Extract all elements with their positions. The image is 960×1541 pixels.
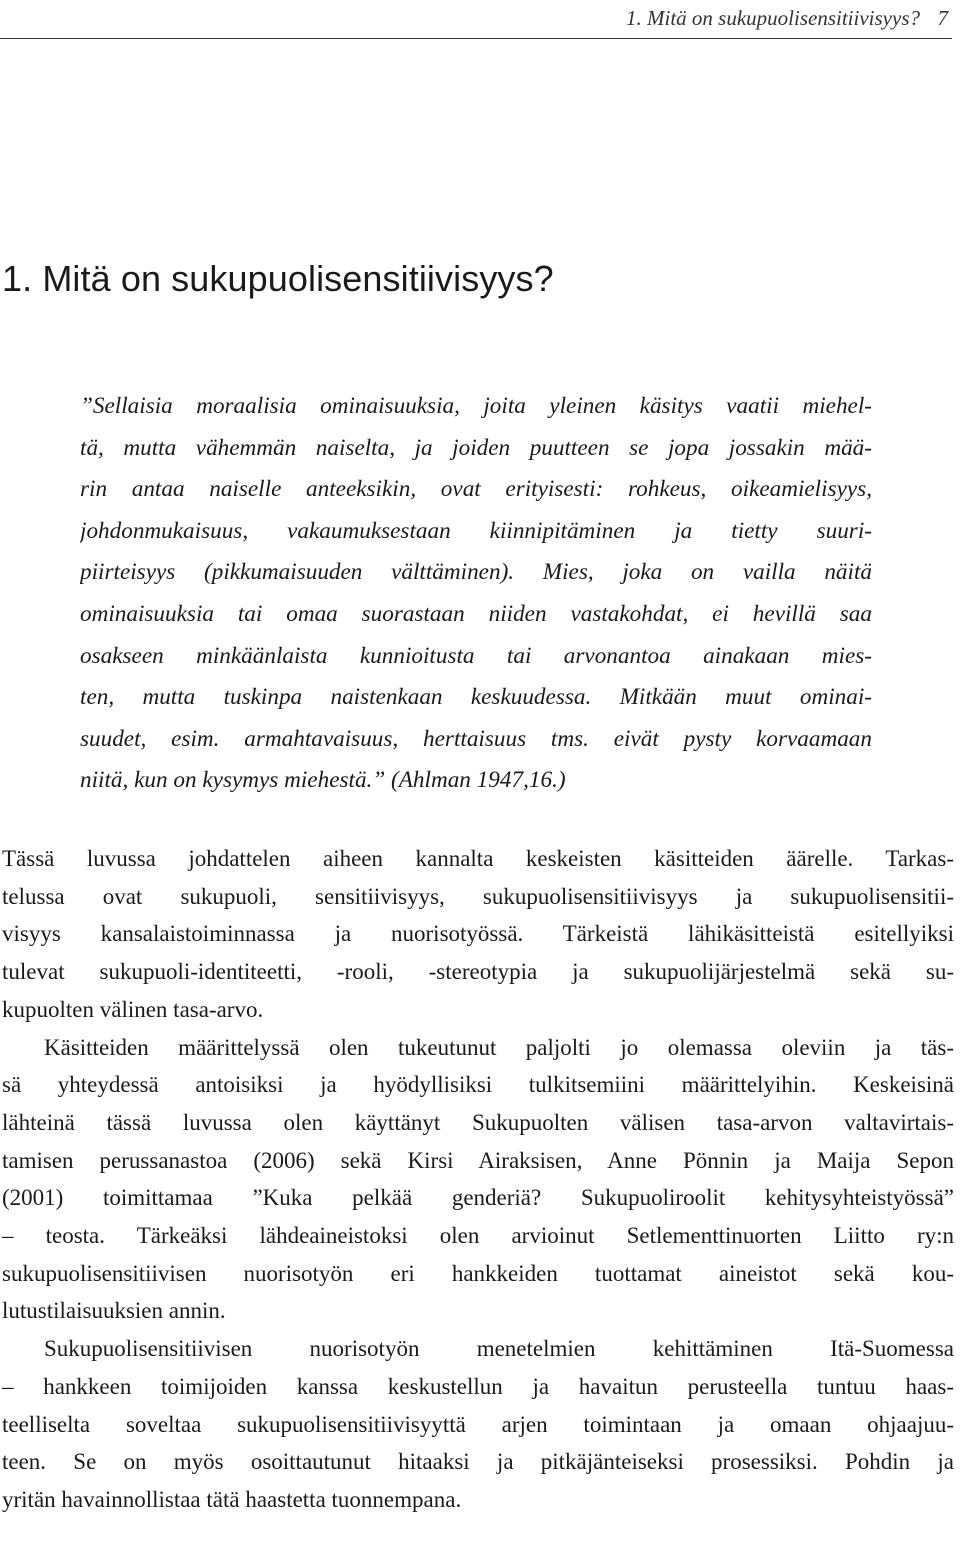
quote-line: johdonmukaisuus, vakaumuksestaan kiinnipitäminen ja tietty suuri- [80,517,872,544]
running-header-title: 1. Mitä on sukupuolisensitiivisyys? [626,6,920,30]
body-line: Käsitteiden määrittelyssä olen tukeutunut paljolti jo olemassa oleviin ja täs- [44,1034,954,1060]
quote-line: osakseen minkäänlaista kunnioitusta tai arvonantoa ainakaan mies- [80,642,872,669]
body-line: sukupuolisensitiivisen nuorisotyön eri hankkeiden tuottamat aineistot sekä kou- [2,1260,954,1286]
paragraph-challenge [2,1330,954,1519]
body-line: teen. Se on myös osoittautunut hitaaksi ja pitkäjänteiseksi prosessiksi. Pohdin ja [2,1449,954,1475]
quote-line: tä, mutta vähemmän naiselta, ja joiden puutteen se jopa jossakin mää- [80,434,872,461]
body-line: telussa ovat sukupuoli, sensitiivisyys, sukupuolisensitiivisyys ja sukupuolisensitii- [2,883,954,909]
body-text [2,840,954,1519]
body-line: visyys kansalaistoiminnassa ja nuorisotyössä. Tärkeistä lähikäsitteistä esitellyiksi [2,921,954,947]
paragraph-intro [2,840,954,1029]
body-line: tamisen perussanastoa (2006) sekä Kirsi Airaksisen, Anne Pönnin ja Maija Sepon [2,1147,954,1173]
body-line: teelliselta soveltaa sukupuolisensitiivisyyttä arjen toimintaan ja omaan ohjaajuu- [2,1411,954,1437]
body-line: (2001) toimittamaa ”Kuka pelkää genderiä? Sukupuoliroolit kehitysyhteistyössä” [2,1185,954,1211]
quote-line: ”Sellaisia moraalisia ominaisuuksia, joita yleinen käsitys vaatii miehel- [80,393,872,419]
quote-line: rin antaa naiselle anteeksikin, ovat erityisesti: rohkeus, oikeamielisyys, [80,476,872,503]
paragraph-sources [2,1029,954,1331]
page-number: 7 [937,6,948,30]
body-line: Tässä luvussa johdattelen aiheen kannalta keskeisten käsitteiden äärelle. Tarkas- [2,846,954,871]
quote-line: ominaisuuksia tai omaa suorastaan niiden vastakohdat, ei hevillä saa [80,600,872,627]
body-line: yritän havainnollistaa tätä haastetta tuonnempana. [2,1486,462,1512]
body-line: tulevat sukupuoli-identiteetti, -rooli, -stereotypia ja sukupuolijärjestelmä sekä su- [2,959,954,985]
body-line: lähteinä tässä luvussa olen käyttänyt Sukupuolten välisen tasa-arvon valtavirtais- [2,1109,954,1135]
quote-line: piirteisyys (pikkumaisuuden välttäminen). Mies, joka on vailla näitä [80,559,872,586]
body-line: sä yhteydessä antoisiksi ja hyödyllisiksi tulkitsemiini määrittelyihin. Keskeisinä [2,1072,954,1098]
running-header [0,6,952,39]
epigraph-quote [80,386,872,802]
body-line: Sukupuolisensitiivisen nuorisotyön menetelmien kehittäminen Itä-Suomessa [44,1336,954,1362]
quote-line: ten, mutta tuskinpa naistenkaan keskuudessa. Mitkään muut ominai- [80,684,872,711]
quote-line: niitä, kun on kysymys miehestä.” (Ahlman 1947,16.) [80,767,566,794]
chapter-title: 1. Mitä on sukupuolisensitiivisyys? [2,258,554,299]
body-line: – hankkeen toimijoiden kanssa keskustellun ja havaitun perusteella tuntuu haas- [2,1373,954,1399]
body-line: lutustilaisuuksien annin. [2,1298,226,1324]
body-line: – teosta. Tärkeäksi lähdeaineistoksi olen arvioinut Setlementtinuorten Liitto ry:n [2,1223,954,1249]
quote-line: suudet, esim. armahtavaisuus, herttaisuus tms. eivät pysty korvaamaan [80,725,872,752]
body-line: kupuolten välinen tasa-arvo. [2,996,264,1022]
